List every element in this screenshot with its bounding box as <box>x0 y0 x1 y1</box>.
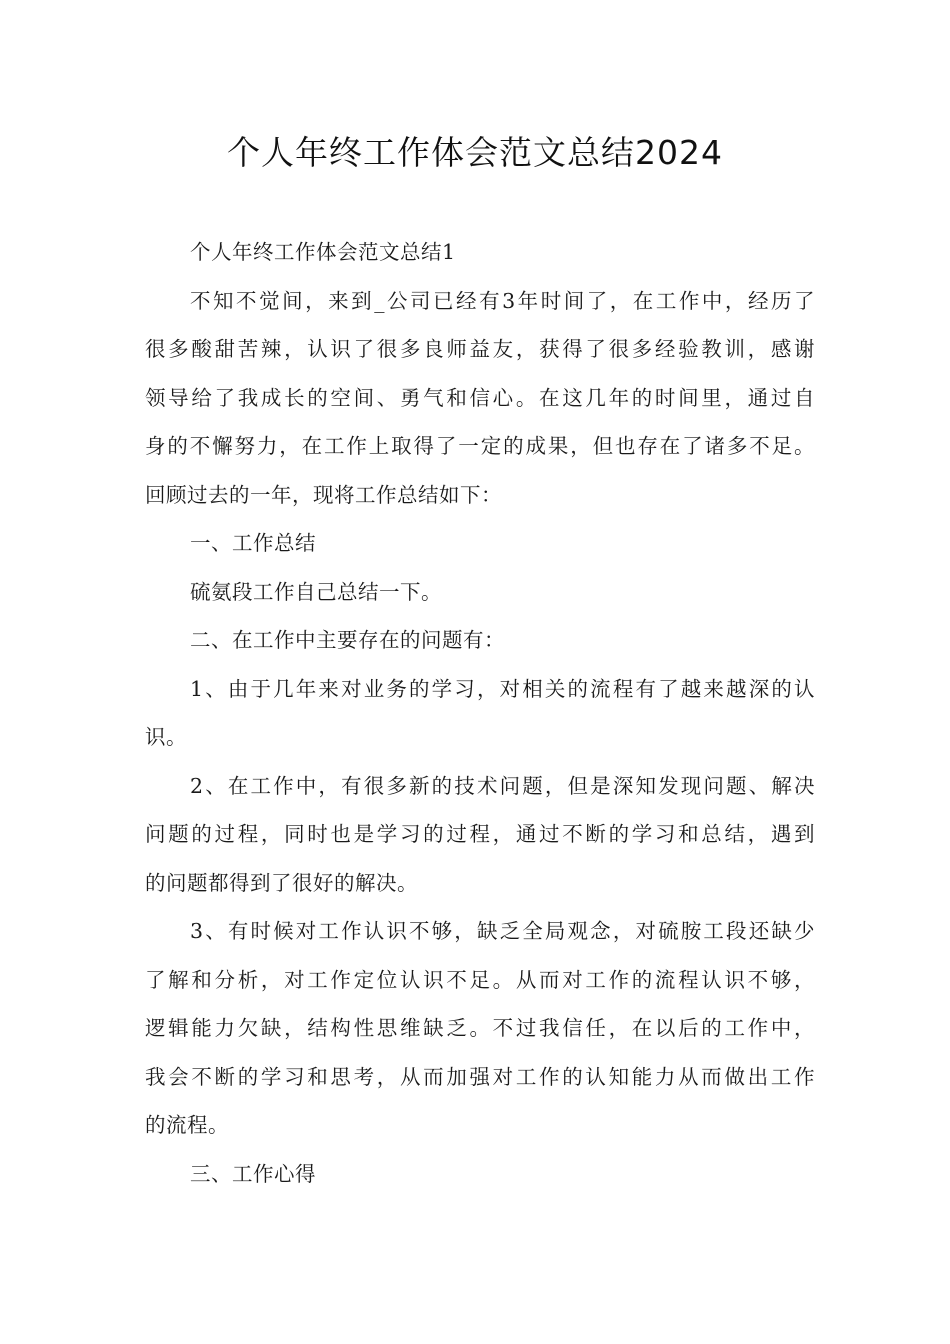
list-item-line: 的流程。 <box>145 1113 229 1137</box>
list-item-line: 3、有时候对工作认识不够，缺乏全局观念，对硫胺工段还缺少 <box>190 919 815 943</box>
list-item-line: 逻辑能力欠缺，结构性思维缺乏。不过我信任，在以后的工作中， <box>145 1016 815 1040</box>
paragraph-line: 很多酸甜苦辣，认识了很多良师益友，获得了很多经验教训，感谢 <box>145 337 815 361</box>
document-body <box>145 232 815 1202</box>
list-item-line: 我会不断的学习和思考，从而加强对工作的认知能力从而做出工作 <box>145 1064 815 1089</box>
list-item-line: 1、由于几年来对业务的学习，对相关的流程有了越来越深的认 <box>190 676 815 701</box>
paragraph-line: 硫氨段工作自己总结一下。 <box>190 579 442 604</box>
list-item-line: 2、在工作中，有很多新的技术问题，但是深知发现问题、解决 <box>190 773 815 798</box>
list-item-line: 识。 <box>145 725 187 749</box>
paragraph-line: 回顾过去的一年，现将工作总结如下： <box>145 482 502 507</box>
section-heading: 三、工作心得 <box>190 1161 316 1186</box>
list-item-line: 问题的过程，同时也是学习的过程，通过不断的学习和总结，遇到 <box>145 822 815 846</box>
section-heading-1: 个人年终工作体会范文总结1 <box>190 240 456 264</box>
section-heading: 二、在工作中主要存在的问题有： <box>190 628 505 652</box>
list-item-line: 的问题都得到了很好的解决。 <box>145 870 418 895</box>
paragraph-line: 身的不懈努力，在工作上取得了一定的成果，但也存在了诸多不足。 <box>145 434 815 458</box>
paragraph-line: 不知不觉间，来到_公司已经有3年时间了，在工作中，经历了 <box>190 288 815 313</box>
document-title: 个人年终工作体会范文总结2024 <box>227 133 723 172</box>
paragraph-line: 领导给了我成长的空间、勇气和信心。在这几年的时间里，通过自 <box>145 385 815 410</box>
list-item-line: 了解和分析，对工作定位认识不足。从而对工作的流程认识不够， <box>145 967 815 992</box>
section-heading: 一、工作总结 <box>190 531 316 555</box>
